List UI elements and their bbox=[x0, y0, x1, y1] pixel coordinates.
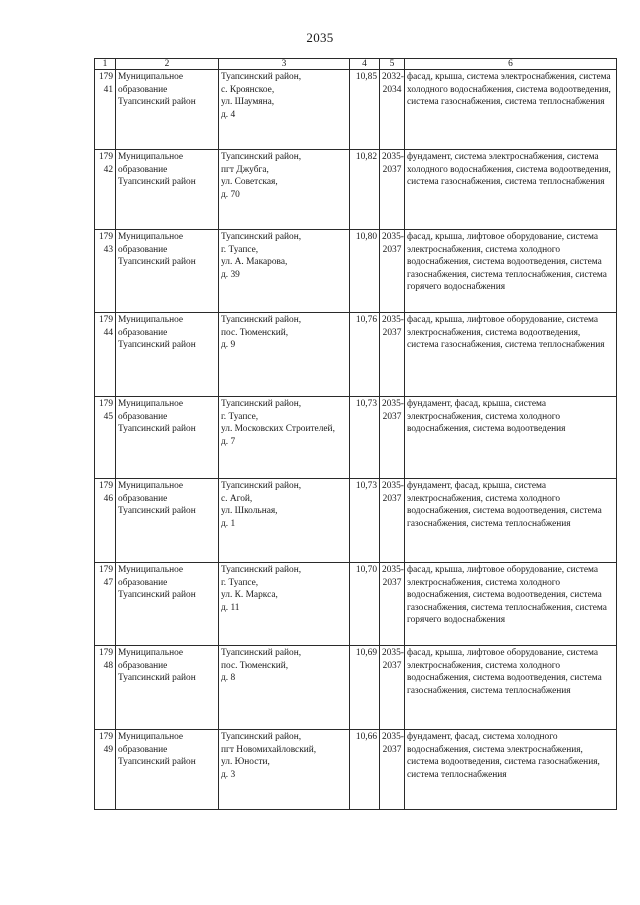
address-cell bbox=[219, 563, 350, 646]
period-line: 2035- bbox=[382, 732, 404, 742]
cost-cell: 10,82 bbox=[350, 150, 380, 230]
municipality-line: Муниципальное bbox=[118, 481, 184, 491]
municipality-line: образование bbox=[118, 84, 168, 95]
period-line: 2037 bbox=[382, 411, 402, 422]
period-line: 2035- bbox=[382, 399, 404, 409]
works-cell: фундамент, система электроснабжения, система холодного водоснабжения, система водоотведения, система газоснабжения, система теплоснабжения bbox=[405, 150, 617, 230]
period-line: 2034 bbox=[382, 84, 402, 95]
address-line: г. Туапсе, bbox=[221, 577, 259, 588]
period-line: 2035- bbox=[382, 232, 404, 242]
period-cell bbox=[380, 479, 405, 563]
period-cell bbox=[380, 397, 405, 479]
address-line: д. 70 bbox=[221, 189, 240, 200]
table-row bbox=[95, 313, 617, 397]
period-cell bbox=[380, 230, 405, 313]
cost-cell: 10,76 bbox=[350, 313, 380, 397]
works-cell: фасад, крыша, лифтовое оборудование, система электроснабжения, система холодного водоснабжения, система водоотведения, система газоснабжения, система теплоснабжения, система горячего водоснабжения bbox=[405, 230, 617, 313]
municipality-line: Туапсинский район bbox=[118, 97, 196, 108]
municipality-line: Муниципальное bbox=[118, 399, 184, 409]
record-number: 17944 bbox=[95, 313, 116, 397]
works-cell: фасад, крыша, лифтовое оборудование, система электроснабжения, система холодного водоснабжения, система водоотведения, система газоснабжения, система теплоснабжения, система горячего водоснабжения bbox=[405, 563, 617, 646]
address-line: Туапсинский район, bbox=[221, 232, 302, 242]
municipality-line: образование bbox=[118, 577, 168, 588]
record-number: 17943 bbox=[95, 230, 116, 313]
address-line: ул. Школьная, bbox=[221, 506, 278, 517]
municipality-line: Туапсинский район bbox=[118, 757, 196, 768]
address-line: ул. Шаумяна, bbox=[221, 97, 275, 108]
works-cell: фасад, крыша, лифтовое оборудование, система электроснабжения, система водоотведения, система газоснабжения, система теплоснабжения bbox=[405, 313, 617, 397]
address-line: Туапсинский район, bbox=[221, 732, 302, 742]
cost-cell: 10,80 bbox=[350, 230, 380, 313]
municipality-line: Муниципальное bbox=[118, 152, 184, 162]
table-row bbox=[95, 730, 617, 810]
period-cell bbox=[380, 313, 405, 397]
record-number: 17941 bbox=[95, 70, 116, 150]
municipality-cell bbox=[116, 730, 219, 810]
address-line: ул. Советская, bbox=[221, 177, 278, 188]
address-cell bbox=[219, 70, 350, 150]
header-row bbox=[95, 59, 617, 70]
register-table bbox=[94, 58, 617, 810]
address-line: пгт Новомихайловский, bbox=[221, 744, 317, 755]
cost-cell: 10,69 bbox=[350, 646, 380, 730]
period-line: 2037 bbox=[382, 244, 402, 255]
period-line: 2035- bbox=[382, 565, 404, 575]
address-line: Туапсинский район, bbox=[221, 565, 302, 575]
address-cell bbox=[219, 313, 350, 397]
municipality-line: Муниципальное bbox=[118, 315, 184, 325]
period-cell bbox=[380, 563, 405, 646]
address-cell bbox=[219, 150, 350, 230]
address-cell bbox=[219, 397, 350, 479]
address-line: д. 1 bbox=[221, 518, 236, 529]
period-line: 2035- bbox=[382, 481, 404, 491]
cost-cell: 10,73 bbox=[350, 479, 380, 563]
record-number: 17945 bbox=[95, 397, 116, 479]
cost-cell: 10,73 bbox=[350, 397, 380, 479]
cost-cell: 10,66 bbox=[350, 730, 380, 810]
period-line: 2037 bbox=[382, 744, 402, 755]
municipality-line: Муниципальное bbox=[118, 732, 184, 742]
municipality-line: образование bbox=[118, 327, 168, 338]
cost-cell: 10,70 bbox=[350, 563, 380, 646]
address-cell bbox=[219, 646, 350, 730]
address-cell bbox=[219, 730, 350, 810]
municipality-cell bbox=[116, 397, 219, 479]
address-line: д. 3 bbox=[221, 769, 236, 780]
municipality-line: Муниципальное bbox=[118, 565, 184, 575]
address-line: д. 8 bbox=[221, 673, 236, 684]
record-number: 17949 bbox=[95, 730, 116, 810]
page-number: 2035 bbox=[306, 30, 334, 45]
municipality-line: Туапсинский район bbox=[118, 673, 196, 684]
municipality-cell bbox=[116, 563, 219, 646]
record-number: 17948 bbox=[95, 646, 116, 730]
period-cell bbox=[380, 730, 405, 810]
address-line: ул. Юности, bbox=[221, 757, 270, 768]
municipality-cell bbox=[116, 313, 219, 397]
municipality-line: образование bbox=[118, 744, 168, 755]
period-line: 2037 bbox=[382, 327, 402, 338]
address-line: с. Агой, bbox=[221, 493, 253, 504]
address-line: пгт Джубга, bbox=[221, 164, 269, 175]
municipality-cell bbox=[116, 479, 219, 563]
table-row bbox=[95, 646, 617, 730]
address-line: д. 11 bbox=[221, 602, 240, 613]
works-cell: фундамент, фасад, система холодного водоснабжения, система электроснабжения, система водоотведения, система газоснабжения, система теплоснабжения bbox=[405, 730, 617, 810]
municipality-cell bbox=[116, 230, 219, 313]
municipality-line: Туапсинский район bbox=[118, 506, 196, 517]
municipality-line: образование bbox=[118, 164, 168, 175]
address-line: Туапсинский район, bbox=[221, 72, 302, 82]
address-line: д. 4 bbox=[221, 109, 236, 120]
address-line: ул. К. Маркса, bbox=[221, 590, 278, 601]
municipality-cell bbox=[116, 150, 219, 230]
col-header-5: 5 bbox=[380, 59, 405, 70]
table-row bbox=[95, 150, 617, 230]
municipality-cell bbox=[116, 70, 219, 150]
municipality-line: Туапсинский район bbox=[118, 177, 196, 188]
cost-cell: 10,85 bbox=[350, 70, 380, 150]
record-number: 17947 bbox=[95, 563, 116, 646]
period-line: 2037 bbox=[382, 577, 402, 588]
municipality-line: Муниципальное bbox=[118, 232, 184, 242]
table-row bbox=[95, 70, 617, 150]
col-header-3: 3 bbox=[219, 59, 350, 70]
period-line: 2032- bbox=[382, 72, 404, 82]
works-cell: фасад, крыша, система электроснабжения, система холодного водоснабжения, система водоотведения, система газоснабжения, система теплоснабжения bbox=[405, 70, 617, 150]
address-line: Туапсинский район, bbox=[221, 481, 302, 491]
period-cell bbox=[380, 70, 405, 150]
period-cell bbox=[380, 150, 405, 230]
works-cell: фасад, крыша, лифтовое оборудование, система электроснабжения, система холодного водоснабжения, система водоотведения, система газоснабжения, система теплоснабжения bbox=[405, 646, 617, 730]
municipality-cell bbox=[116, 646, 219, 730]
address-line: д. 9 bbox=[221, 340, 236, 351]
address-line: с. Кроянское, bbox=[221, 84, 275, 95]
address-line: Туапсинский район, bbox=[221, 648, 302, 658]
municipality-line: Туапсинский район bbox=[118, 590, 196, 601]
period-line: 2035- bbox=[382, 315, 404, 325]
address-line: г. Туапсе, bbox=[221, 411, 259, 422]
table-row bbox=[95, 479, 617, 563]
record-number: 17942 bbox=[95, 150, 116, 230]
municipality-line: Муниципальное bbox=[118, 72, 184, 82]
period-line: 2037 bbox=[382, 493, 402, 504]
col-header-2: 2 bbox=[116, 59, 219, 70]
table-row bbox=[95, 397, 617, 479]
address-line: Туапсинский район, bbox=[221, 152, 302, 162]
col-header-6: 6 bbox=[405, 59, 617, 70]
municipality-line: образование bbox=[118, 493, 168, 504]
address-cell bbox=[219, 230, 350, 313]
period-cell bbox=[380, 646, 405, 730]
address-line: ул. А. Макарова, bbox=[221, 257, 288, 268]
table-row bbox=[95, 230, 617, 313]
period-line: 2037 bbox=[382, 164, 402, 175]
col-header-4: 4 bbox=[350, 59, 380, 70]
municipality-line: Туапсинский район bbox=[118, 424, 196, 435]
municipality-line: образование bbox=[118, 244, 168, 255]
address-line: Туапсинский район, bbox=[221, 315, 302, 325]
address-line: пос. Тюменский, bbox=[221, 327, 289, 338]
period-line: 2035- bbox=[382, 152, 404, 162]
municipality-line: образование bbox=[118, 660, 168, 671]
address-line: д. 7 bbox=[221, 436, 236, 447]
period-line: 2037 bbox=[382, 660, 402, 671]
municipality-line: Туапсинский район bbox=[118, 257, 196, 268]
works-cell: фундамент, фасад, крыша, система электроснабжения, система холодного водоснабжения, система водоотведения, система газоснабжения, система теплоснабжения bbox=[405, 479, 617, 563]
address-line: ул. Московских Строителей, bbox=[221, 424, 335, 435]
address-line: г. Туапсе, bbox=[221, 244, 259, 255]
address-cell bbox=[219, 479, 350, 563]
record-number: 17946 bbox=[95, 479, 116, 563]
address-line: Туапсинский район, bbox=[221, 399, 302, 409]
period-line: 2035- bbox=[382, 648, 404, 658]
works-cell: фундамент, фасад, крыша, система электроснабжения, система холодного водоснабжения, система водоотведения bbox=[405, 397, 617, 479]
address-line: пос. Тюменский, bbox=[221, 660, 289, 671]
address-line: д. 39 bbox=[221, 269, 240, 280]
table-row bbox=[95, 563, 617, 646]
municipality-line: Туапсинский район bbox=[118, 340, 196, 351]
municipality-line: Муниципальное bbox=[118, 648, 184, 658]
col-header-1: 1 bbox=[95, 59, 116, 70]
municipality-line: образование bbox=[118, 411, 168, 422]
